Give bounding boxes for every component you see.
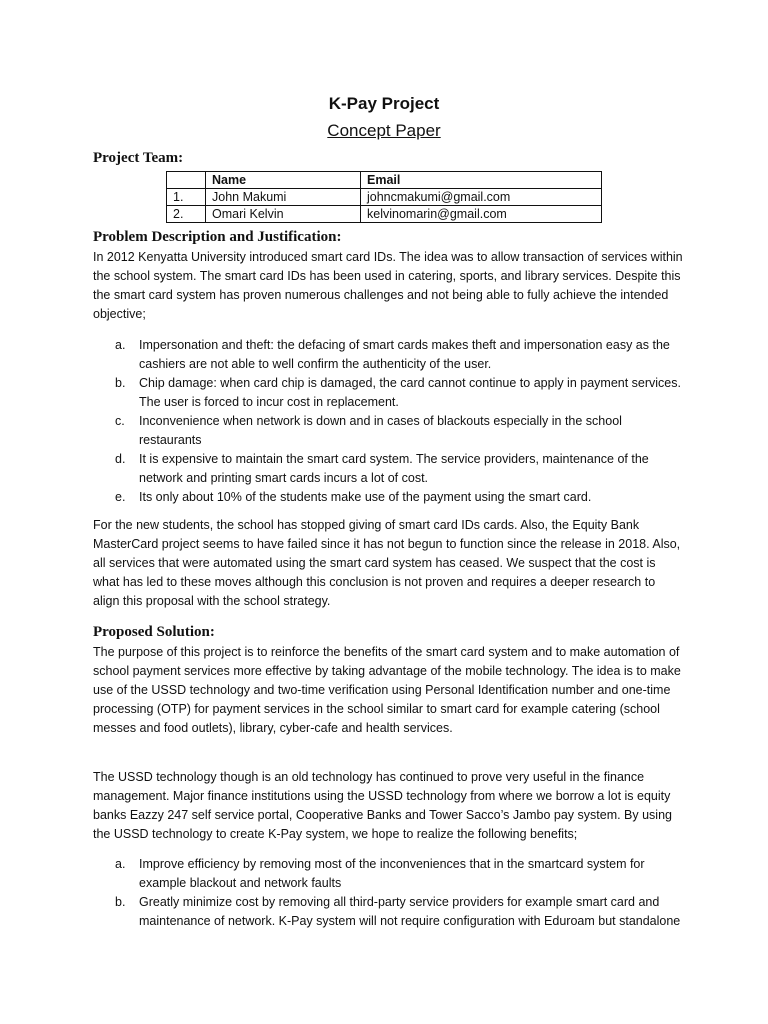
list-marker: a. <box>115 338 126 352</box>
solution-paragraph-1: The purpose of this project is to reinforce the benefits of the smart card system and to make automation of school payment services more effective by taking advantage of the mobile technology. The idea is to make use of the USSD technology and two-time verification using Personal Identification number and one-time processing (OTP) for payment services in the school similar to smart card for example catering (school messes and food outlets), library, cyber-cafe and health services. <box>93 645 681 735</box>
list-marker: b. <box>115 376 126 390</box>
team-table-header <box>167 172 602 189</box>
list-item-text: It is expensive to maintain the smart card system. The service providers, maintenance of the network and printing smart cards incurs a lot of cost. <box>139 452 649 485</box>
problem-intro-paragraph: In 2012 Kenyatta University introduced smart card IDs. The idea was to allow transaction of services within the school system. The smart card IDs has been used in catering, sports, and library services. Despite this the smart card system has proven numerous challenges and not being able to fully achieve the intended objective; <box>93 250 683 321</box>
list-marker: b. <box>115 895 126 909</box>
solution-heading: Proposed Solution: <box>93 624 215 640</box>
table-row <box>167 206 602 223</box>
column-header-number <box>167 172 206 189</box>
list-item-text: Inconvenience when network is down and in cases of blackouts especially in the school restaurants <box>139 414 622 447</box>
member-name: Omari Kelvin <box>206 206 361 223</box>
problem-heading: Problem Description and Justification: <box>93 229 342 245</box>
list-item-text: Improve efficiency by removing most of the inconveniences that in the smartcard system for example blackout and network faults <box>139 857 645 890</box>
list-item-text: Greatly minimize cost by removing all third-party service providers for example smart card and maintenance of network. K-Pay system will not require configuration with Eduroam but standalone <box>139 895 681 928</box>
team-table <box>166 171 602 223</box>
table-row <box>167 189 602 206</box>
row-number: 1. <box>167 189 206 206</box>
problem-closing-paragraph: For the new students, the school has stopped giving of smart card IDs cards. Also, the Equity Bank MasterCard project seems to have failed since it has not begun to function since the release in 2018. Also, all services that were automated using the smart card system has ceased. We suspect that the cost is what has led to these moves although this conclusion is not proven and requires a deeper research to align this proposal with the school strategy. <box>93 518 681 608</box>
column-header-email: Email <box>361 172 602 189</box>
benefits-list <box>115 855 685 931</box>
list-item <box>115 374 685 412</box>
list-item <box>115 450 685 488</box>
list-marker: a. <box>115 857 126 871</box>
list-marker: d. <box>115 452 126 466</box>
document-subtitle: Concept Paper <box>327 121 441 140</box>
member-email: johncmakumi@gmail.com <box>361 189 602 206</box>
list-item-text: Impersonation and theft: the defacing of smart cards makes theft and impersonation easy as the cashiers are not able to well confirm the authenticity of the user. <box>139 338 670 371</box>
member-email: kelvinomarin@gmail.com <box>361 206 602 223</box>
list-item-text: Its only about 10% of the students make use of the payment using the smart card. <box>139 490 592 504</box>
list-item <box>115 488 685 507</box>
list-item <box>115 412 685 450</box>
project-team-heading: Project Team: <box>93 150 184 166</box>
list-item <box>115 336 685 374</box>
row-number: 2. <box>167 206 206 223</box>
member-name: John Makumi <box>206 189 361 206</box>
column-header-name: Name <box>206 172 361 189</box>
list-marker: c. <box>115 414 125 428</box>
list-item <box>115 893 685 931</box>
problem-list <box>115 336 685 507</box>
list-item <box>115 855 685 893</box>
solution-paragraph-2: The USSD technology though is an old technology has continued to prove very useful in the finance management. Major finance institutions using the USSD technology from where we borrow a lot is equity banks Eazzy 247 self service portal, Cooperative Banks and Tower Sacco’s Jambo pay system. By using the USSD technology to create K-Pay system, we hope to realize the following benefits; <box>93 770 672 841</box>
document-title: K-Pay Project <box>328 94 440 113</box>
list-marker: e. <box>115 490 126 504</box>
list-item-text: Chip damage: when card chip is damaged, the card cannot continue to apply in payment services. The user is forced to incur cost in replacement. <box>139 376 681 409</box>
